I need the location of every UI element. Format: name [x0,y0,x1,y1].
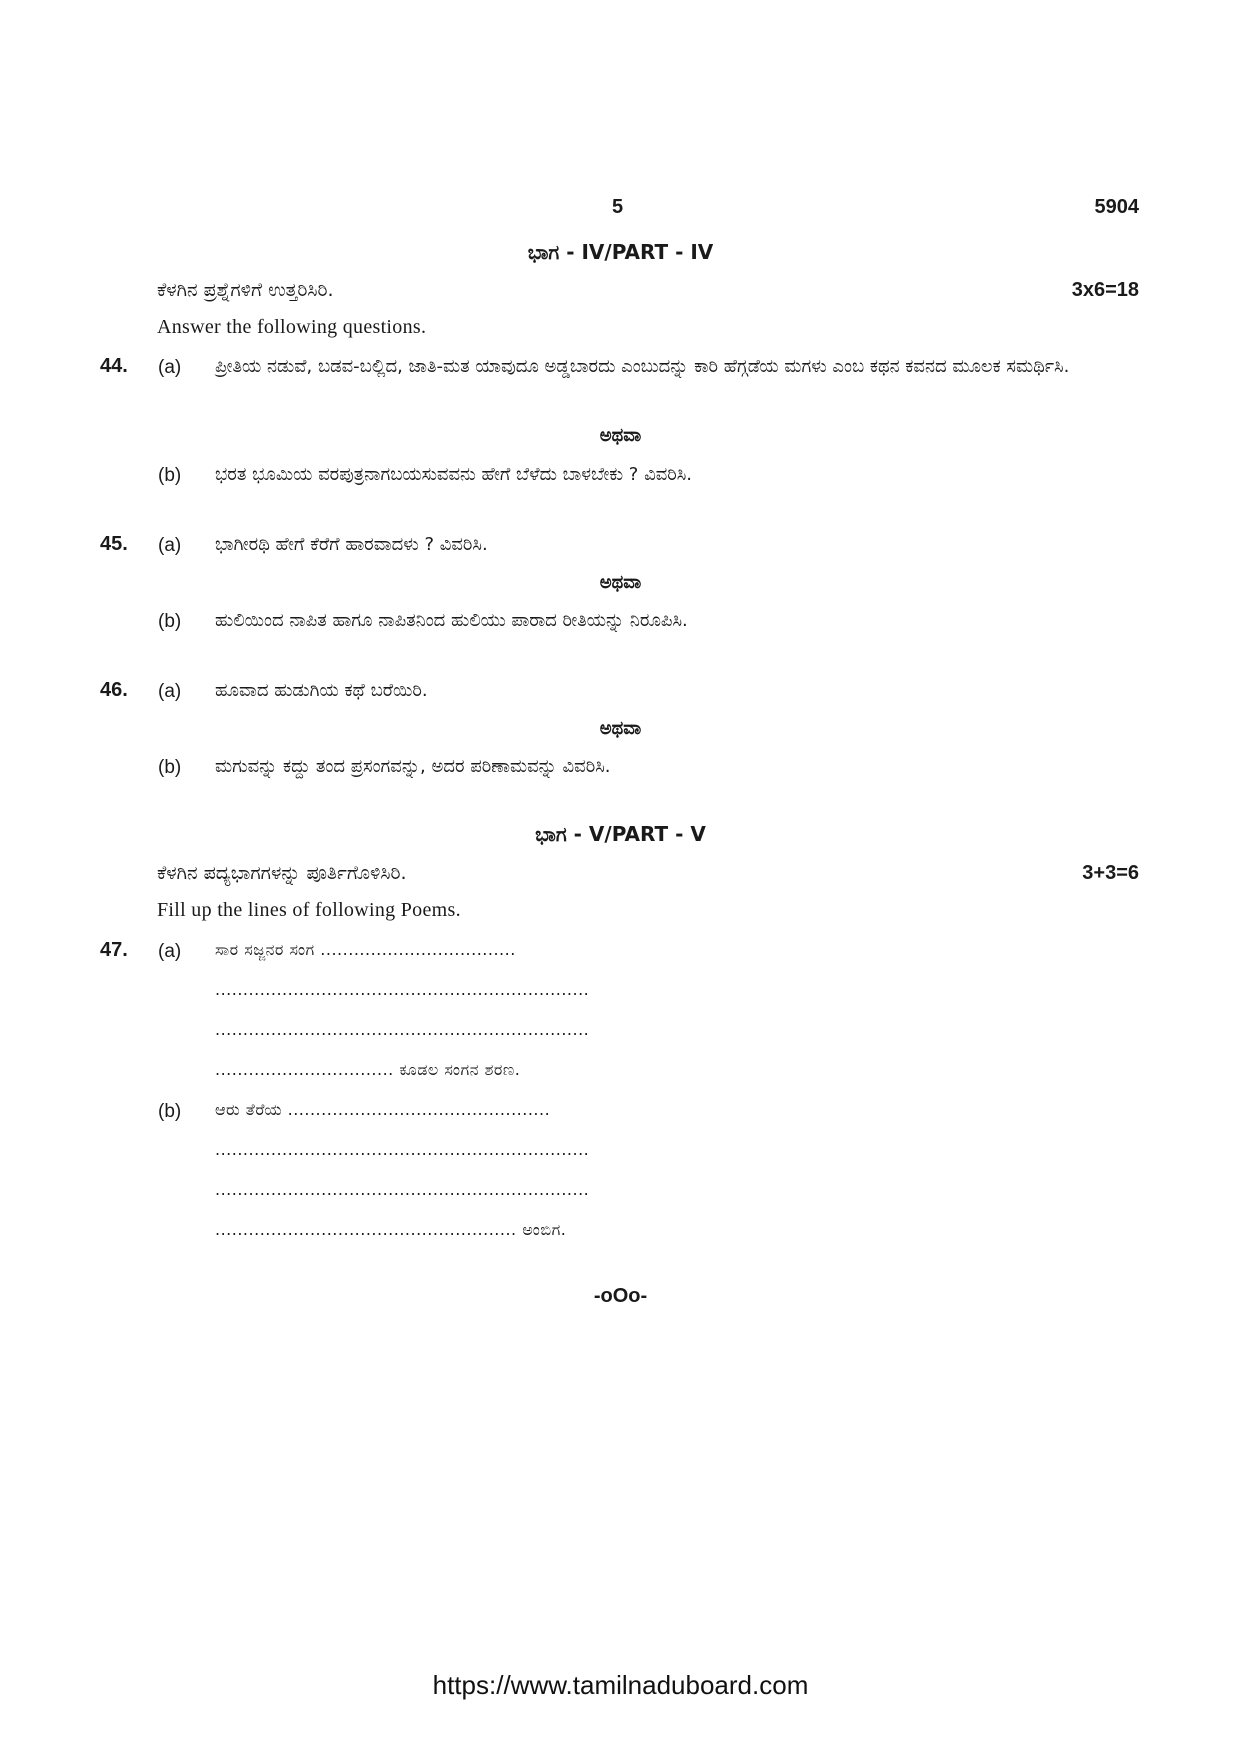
poem-line: ಸಾರ ಸಜ್ಜನರ ಸಂಗ ................................... [215,940,516,959]
sub-label-a: (a) [158,681,182,702]
poem-line: ................................................................... [215,980,590,999]
sub-label-b: (b) [158,757,182,778]
paper-code: 5904 [1094,196,1139,218]
part-4-title: ಭಾಗ - IV/PART - IV [527,240,714,264]
or-label: ಅಥವಾ [599,425,642,446]
question-text: ಭರತ ಭೂಮಿಯ ವರಪುತ್ರನಾಗಬಯಸುವವನು ಹೇಗೆ ಬೆಳೆದು ಬಾಳಬೇಕು ? ವಿವರಿಸಿ. [215,464,693,485]
or-label: ಅಥವಾ [599,718,642,739]
end-mark: -oOo- [593,1285,648,1307]
sub-label-a: (a) [158,941,182,962]
part-4-instruction-english: Answer the following questions. [157,316,427,338]
question-text: ಪ್ರೀತಿಯ ನಡುವೆ, ಬಡವ-ಬಲ್ಲಿದ, ಜಾತಿ-ಮತ ಯಾವುದೂ ಅಡ್ಡಬಾರದು ಎಂಬುದನ್ನು ಕಾರಿ ಹೆಗ್ಗಡೆಯ ಮಗಳು ಎಂಬ ಕಥನ ಕವನದ ಮೂಲಕ ಸಮರ್ಥಿಸಿ. [215,356,1070,377]
footer-url: https://www.tamilnaduboard.com [432,1670,809,1700]
part-4-marks: 3x6=18 [1071,279,1139,301]
poem-line: ................................................................... [215,1140,590,1159]
page-number: 5 [612,196,624,218]
part-5-instruction-kannada: ಕೆಳಗಿನ ಪದ್ಯಭಾಗಗಳನ್ನು ಪೂರ್ತಿಗೊಳಿಸಿರಿ. [157,862,407,884]
sub-label-b: (b) [158,1101,182,1122]
poem-line: ...................................................... ಅಂಬಿಗ. [215,1220,567,1239]
part-5-title: ಭಾಗ - V/PART - V [535,822,706,846]
sub-label-b: (b) [158,611,182,632]
part-4-instruction-kannada: ಕೆಳಗಿನ ಪ್ರಶ್ನೆಗಳಿಗೆ ಉತ್ತರಿಸಿರಿ. [157,279,334,301]
question-text: ಭಾಗೀರಥಿ ಹೇಗೆ ಕೆರೆಗೆ ಹಾರವಾದಳು ? ವಿವರಿಸಿ. [215,534,488,555]
sub-label-a: (a) [158,357,182,378]
question-text: ಮಗುವನ್ನು ಕದ್ದು ತಂದ ಪ್ರಸಂಗವನ್ನು, ಅದರ ಪರಿಣಾಮವನ್ನು ವಿವರಿಸಿ. [215,756,611,777]
question-number: 45. [100,533,128,555]
poem-line: ................................................................... [215,1180,590,1199]
part-5-instruction-english: Fill up the lines of following Poems. [157,899,461,921]
sub-label-b: (b) [158,465,182,486]
question-number: 44. [100,355,128,377]
poem-line: ಆರು ತೆರೆಯ ............................................... [215,1100,551,1119]
poem-line: ................................................................... [215,1020,590,1039]
question-text: ಹೂವಾದ ಹುಡುಗಿಯ ಕಥೆ ಬರೆಯಿರಿ. [215,680,428,701]
sub-label-a: (a) [158,535,182,556]
question-number: 46. [100,679,128,701]
poem-line: ................................ ಕೂಡಲ ಸಂಗನ ಶರಣ. [215,1060,521,1079]
question-number: 47. [100,939,128,961]
or-label: ಅಥವಾ [599,572,642,593]
part-5-marks: 3+3=6 [1082,862,1139,884]
question-text: ಹುಲಿಯಿಂದ ನಾಪಿತ ಹಾಗೂ ನಾಪಿತನಿಂದ ಹುಲಿಯು ಪಾರಾದ ರೀತಿಯನ್ನು ನಿರೂಪಿಸಿ. [215,610,688,631]
